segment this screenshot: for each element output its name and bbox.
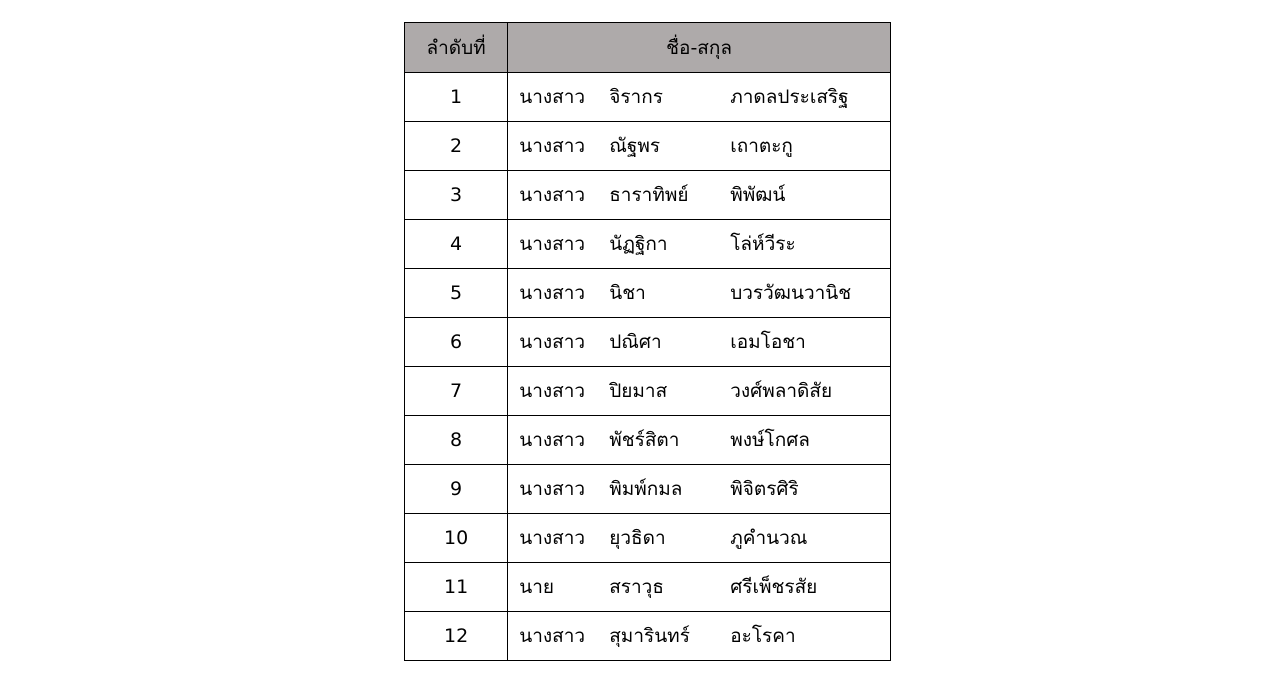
first-name: จิรากร: [609, 86, 663, 108]
row-order-number: 8: [405, 416, 508, 465]
row-full-name: [508, 563, 891, 612]
row-full-name: [508, 73, 891, 122]
row-full-name: [508, 220, 891, 269]
first-name: ณัฐพร: [609, 135, 661, 157]
name-parts: [508, 465, 890, 513]
name-title: นางสาว: [519, 282, 586, 304]
name-parts: [508, 122, 890, 170]
row-order-number: 7: [405, 367, 508, 416]
name-title: นางสาว: [519, 625, 586, 647]
first-name: นิชา: [609, 282, 646, 304]
name-title: นางสาว: [519, 478, 586, 500]
name-parts: [508, 612, 890, 660]
row-order-number: 5: [405, 269, 508, 318]
last-name: ศรีเพ็ชรสัย: [730, 576, 818, 598]
first-name: ยุวธิดา: [609, 527, 666, 549]
table-row: [405, 318, 891, 367]
row-full-name: [508, 514, 891, 563]
name-parts: [508, 220, 890, 268]
name-title: นาย: [519, 576, 554, 598]
last-name: พิจิตรศิริ: [730, 478, 799, 500]
row-order-number: 10: [405, 514, 508, 563]
name-title: นางสาว: [519, 429, 586, 451]
name-parts: [508, 563, 890, 611]
name-title: นางสาว: [519, 86, 586, 108]
first-name: สุมารินทร์: [609, 625, 690, 647]
name-title: นางสาว: [519, 331, 586, 353]
header-order-number: ลำดับที่: [405, 23, 508, 73]
row-order-number: 1: [405, 73, 508, 122]
last-name: เถาตะกู: [730, 135, 793, 157]
last-name: บวรวัฒนวานิช: [730, 282, 852, 304]
table-row: [405, 514, 891, 563]
table-row: [405, 612, 891, 661]
name-parts: [508, 269, 890, 317]
first-name: พิมพ์กมล: [609, 478, 683, 500]
last-name: อะโรคา: [730, 625, 796, 647]
name-title: นางสาว: [519, 527, 586, 549]
name-title: นางสาว: [519, 184, 586, 206]
name-parts: [508, 416, 890, 464]
last-name: วงศ์พลาดิสัย: [730, 380, 833, 402]
last-name: พิพัฒน์: [730, 184, 786, 206]
name-title: นางสาว: [519, 233, 586, 255]
table-body: [405, 73, 891, 661]
name-parts: [508, 171, 890, 219]
row-order-number: 3: [405, 171, 508, 220]
first-name: ปิยมาส: [609, 380, 668, 402]
row-full-name: [508, 416, 891, 465]
row-order-number: 12: [405, 612, 508, 661]
row-full-name: [508, 367, 891, 416]
row-full-name: [508, 465, 891, 514]
last-name: ภูคำนวณ: [730, 527, 808, 549]
first-name: นัฏฐิกา: [609, 233, 668, 255]
table-row: [405, 465, 891, 514]
row-order-number: 11: [405, 563, 508, 612]
table-row: [405, 563, 891, 612]
name-title: นางสาว: [519, 380, 586, 402]
name-parts: [508, 73, 890, 121]
name-parts: [508, 367, 890, 415]
table-row: [405, 122, 891, 171]
table-row: [405, 269, 891, 318]
first-name: สราวุธ: [609, 576, 664, 598]
name-list-table: [404, 22, 891, 661]
table-row: [405, 73, 891, 122]
row-full-name: [508, 269, 891, 318]
table-row: [405, 367, 891, 416]
last-name: พงษ์โกศล: [730, 429, 810, 451]
first-name: พัชร์สิตา: [609, 429, 680, 451]
name-title: นางสาว: [519, 135, 586, 157]
row-full-name: [508, 171, 891, 220]
table-row: [405, 416, 891, 465]
header-full-name: ชื่อ-สกุล: [508, 23, 891, 73]
row-full-name: [508, 318, 891, 367]
row-full-name: [508, 612, 891, 661]
row-order-number: 2: [405, 122, 508, 171]
row-order-number: 4: [405, 220, 508, 269]
last-name: โล่ห์วีระ: [730, 233, 796, 255]
table-row: [405, 171, 891, 220]
row-order-number: 6: [405, 318, 508, 367]
table-row: [405, 220, 891, 269]
first-name: ปณิศา: [609, 331, 662, 353]
name-parts: [508, 318, 890, 366]
name-parts: [508, 514, 890, 562]
first-name: ธาราทิพย์: [609, 184, 689, 206]
table-header-row: [405, 23, 891, 73]
row-full-name: [508, 122, 891, 171]
last-name: ภาดลประเสริฐ: [730, 86, 849, 108]
row-order-number: 9: [405, 465, 508, 514]
last-name: เอมโอชา: [730, 331, 806, 353]
